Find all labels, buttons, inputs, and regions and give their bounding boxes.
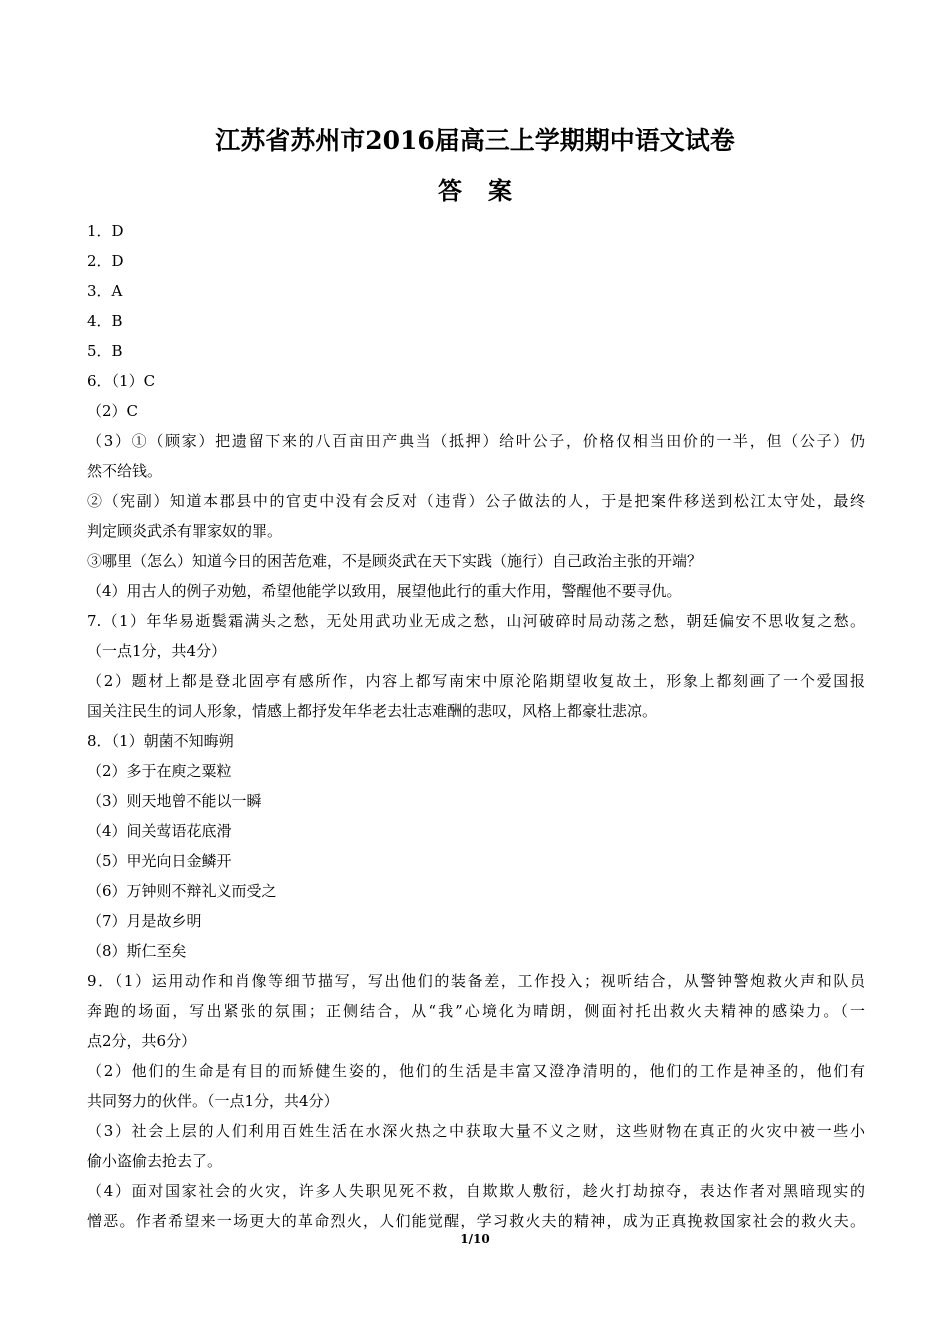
answer-line: 4．B [87,312,123,330]
answer-line: ②（宪副）知道本郡县中的官吏中没有会反对（违背）公子做法的人，于是把案件移送到松江太守处，最终 [87,492,865,510]
answer-line: 偷小盗偷去抢去了。 [87,1152,223,1170]
answer-line: （4）用古人的例子劝勉，希望他能学以致用，展望他此行的重大作用，警醒他不要寻仇。 [87,582,682,600]
answer-line: 3．A [87,282,123,300]
answer-line: （7）月是故乡明 [87,912,202,930]
answer-line: （4）间关莺语花底滑 [87,822,232,840]
answer-line: （2）题材上都是登北固亭有感所作，内容上都写南宋中原沦陷期望收复故土，形象上都刻画了一个爱国报 [87,672,865,690]
answer-line: 2．D [87,252,124,270]
page-title: 江苏省苏州市2016届高三上学期期中语文试卷 [215,126,735,155]
answer-line: 奔跑的场面，写出紧张的氛围；正侧结合，从“我”心境化为晴朗，侧面衬托出救火夫精神的感染力。（一 [87,1002,865,1020]
answer-line: （2）他们的生命是有目的而矫健生姿的，他们的生活是丰富又澄净清明的，他们的工作是神圣的，他们有 [87,1062,865,1080]
answer-line: （5）甲光向日金鳞开 [87,852,232,870]
answer-line: 7.（1）年华易逝鬓霜满头之愁，无处用武功业无成之愁，山河破碎时局动荡之愁，朝廷偏安不思收复之愁。 [87,612,865,630]
page-subtitle: 答案 [438,176,538,205]
answer-line: 判定顾炎武杀有罪家奴的罪。 [87,522,283,540]
answer-line: （3）则天地曾不能以一瞬 [87,792,262,810]
answer-line: 9．（1）运用动作和肖像等细节描写，写出他们的装备差，工作投入；视听结合，从警钟警炮救火声和队员 [87,972,865,990]
page-number: 1/10 [460,1232,490,1246]
answer-line: 国关注民生的词人形象，情感上都抒发年华老去壮志难酬的悲叹，风格上都豪壮悲凉。 [87,702,658,720]
answer-line: 点2分，共6分） [87,1032,197,1050]
answer-line: 6．（1）C [87,372,156,390]
answer-line: （2）C [87,402,139,420]
answer-line: （8）斯仁至矣 [87,942,187,960]
answer-list [87,216,865,1236]
answer-line: 8．（1）朝菌不知晦朔 [87,732,234,750]
answer-line: （6）万钟则不辩礼义而受之 [87,882,277,900]
answer-line: 憎恶。作者希望来一场更大的革命烈火，人们能觉醒，学习救火夫的精神，成为正真挽救国家社会的救火夫。 [87,1212,865,1230]
answer-line: 5．B [87,342,123,360]
answer-line: 然不给钱。 [87,462,163,480]
answer-line: （3）社会上层的人们利用百姓生活在水深火热之中获取大量不义之财，这些财物在真正的火灾中被一些小 [87,1122,865,1140]
answer-line: 共同努力的伙伴。（一点1分，共4分） [87,1092,339,1110]
answer-line: （2）多于在庾之粟粒 [87,762,232,780]
answer-line: （3）①（顾家）把遗留下来的八百亩田产典当（抵押）给叶公子，价格仅相当田价的一半，但（公子）仍 [87,432,865,450]
answer-line: （一点1分，共4分） [87,642,227,660]
answer-line: （4）面对国家社会的火灾，许多人失职见死不救，自欺欺人敷衍，趁火打劫掠夺，表达作者对黑暗现实的 [87,1182,865,1200]
answer-line: ③哪里（怎么）知道今日的困苦危难，不是顾炎武在天下实践（施行）自己政治主张的开端？ [87,552,703,570]
answer-line: 1．D [87,222,124,240]
